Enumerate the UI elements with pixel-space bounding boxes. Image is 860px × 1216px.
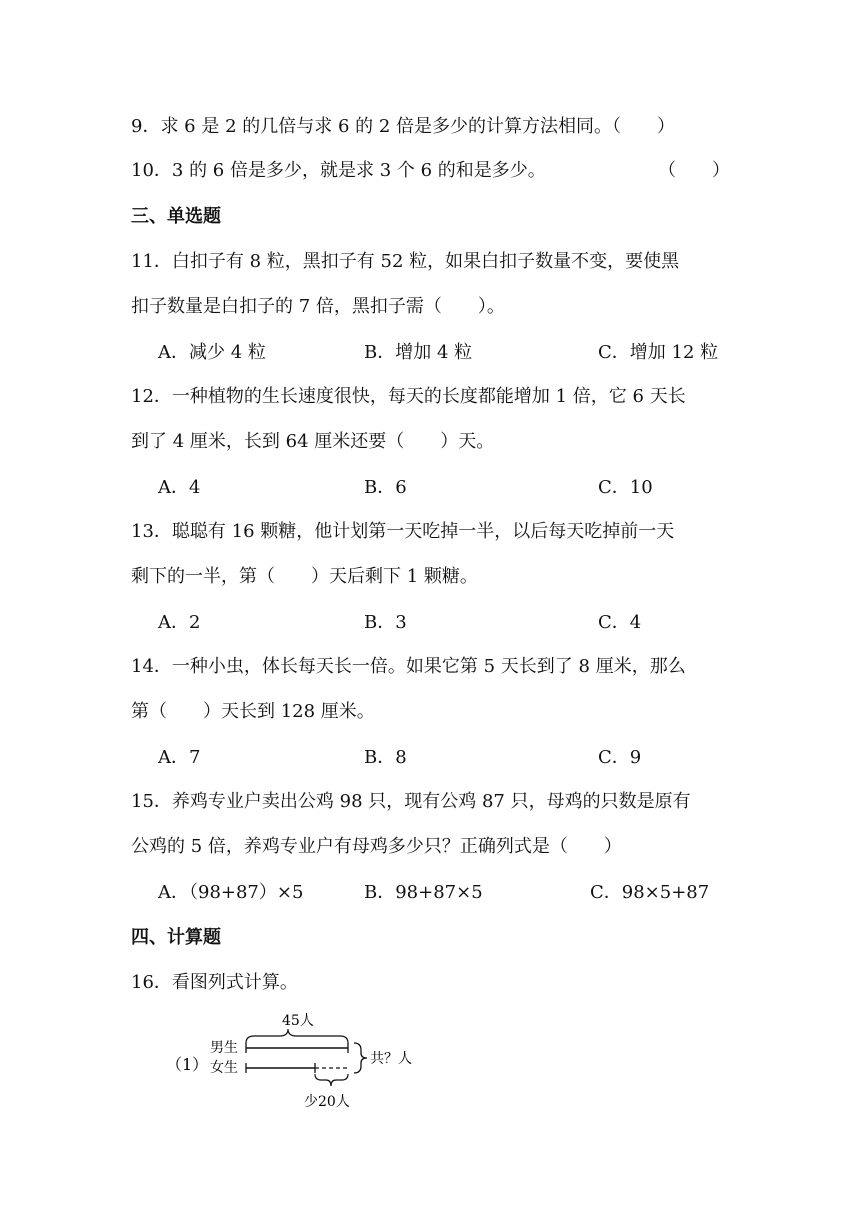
- option-a: A．2: [158, 612, 201, 633]
- question-11-line-2: 扣子数量是白扣子的 7 倍，黑扣子需（ ）。: [131, 296, 505, 317]
- option-a: A．7: [158, 747, 201, 768]
- question-14-line-2: 第（ ）天长到 128 厘米。: [131, 701, 375, 722]
- question-13-line-1: 13．聪聪有 16 颗糖，他计划第一天吃掉一半，以后每天吃掉前一天: [131, 521, 675, 542]
- option-c: C．4: [598, 612, 642, 633]
- girl-label: 女生: [210, 1060, 238, 1076]
- question-12-line-1: 12．一种植物的生长速度很快，每天的长度都能增加 1 倍，它 6 天长: [131, 386, 686, 407]
- top-brace: [246, 1029, 348, 1043]
- question-14-line-1: 14．一种小虫，体长每天长一倍。如果它第 5 天长到了 8 厘米，那么: [131, 656, 686, 677]
- option-c: C．9: [598, 747, 642, 768]
- option-b: B．98+87×5: [364, 882, 483, 903]
- option-a: A．（98+87）×5: [158, 882, 304, 903]
- total-brace: [354, 1043, 367, 1073]
- option-c: C．增加 12 粒: [598, 342, 719, 363]
- question-13-line-2: 剩下的一半，第（ ）天后剩下 1 颗糖。: [131, 566, 478, 587]
- question-9: [131, 116, 675, 138]
- question-12-line-2: 到了 4 厘米，长到 64 厘米还要（ ）天。: [131, 431, 495, 452]
- option-c: C．10: [598, 477, 653, 498]
- section-heading-single-choice: 三、单选题: [131, 206, 221, 227]
- line-segment-diagram: [158, 1010, 428, 1115]
- option-b: B．6: [364, 477, 407, 498]
- option-b: B．3: [364, 612, 407, 633]
- answer-blank: （ ）: [612, 116, 676, 137]
- option-a: A．减少 4 粒: [158, 342, 266, 363]
- question-15-line-2: 公鸡的 5 倍，养鸡专业户有母鸡多少只？正确列式是（ ）: [131, 836, 622, 857]
- question-10-text: 10．3 的 6 倍是多少，就是求 3 个 6 的和是多少。: [131, 160, 546, 181]
- boy-label: 男生: [210, 1040, 238, 1056]
- option-a: A．4: [158, 477, 201, 498]
- question-10: [131, 160, 546, 182]
- answer-blank: （ ）: [658, 160, 730, 181]
- option-b: B．增加 4 粒: [364, 342, 473, 363]
- question-16: 16．看图列式计算。: [131, 972, 298, 993]
- option-c: C．98×5+87: [590, 882, 710, 903]
- diagram-label: （1）: [166, 1055, 209, 1074]
- section-heading-calculation: 四、计算题: [131, 927, 221, 948]
- bottom-brace: [315, 1074, 348, 1086]
- top-label: 45人: [282, 1013, 314, 1029]
- option-b: B．8: [364, 747, 407, 768]
- question-15-line-1: 15．养鸡专业户卖出公鸡 98 只，现有公鸡 87 只，母鸡的只数是原有: [131, 791, 691, 812]
- question-11-line-1: 11．白扣子有 8 粒，黑扣子有 52 粒，如果白扣子数量不变，要使黑: [131, 251, 680, 272]
- question-9-text: 9．求 6 是 2 的几倍与求 6 的 2 倍是多少的计算方法相同。: [131, 116, 613, 137]
- less-label: 少20人: [304, 1094, 350, 1110]
- total-label: 共？人: [370, 1051, 412, 1067]
